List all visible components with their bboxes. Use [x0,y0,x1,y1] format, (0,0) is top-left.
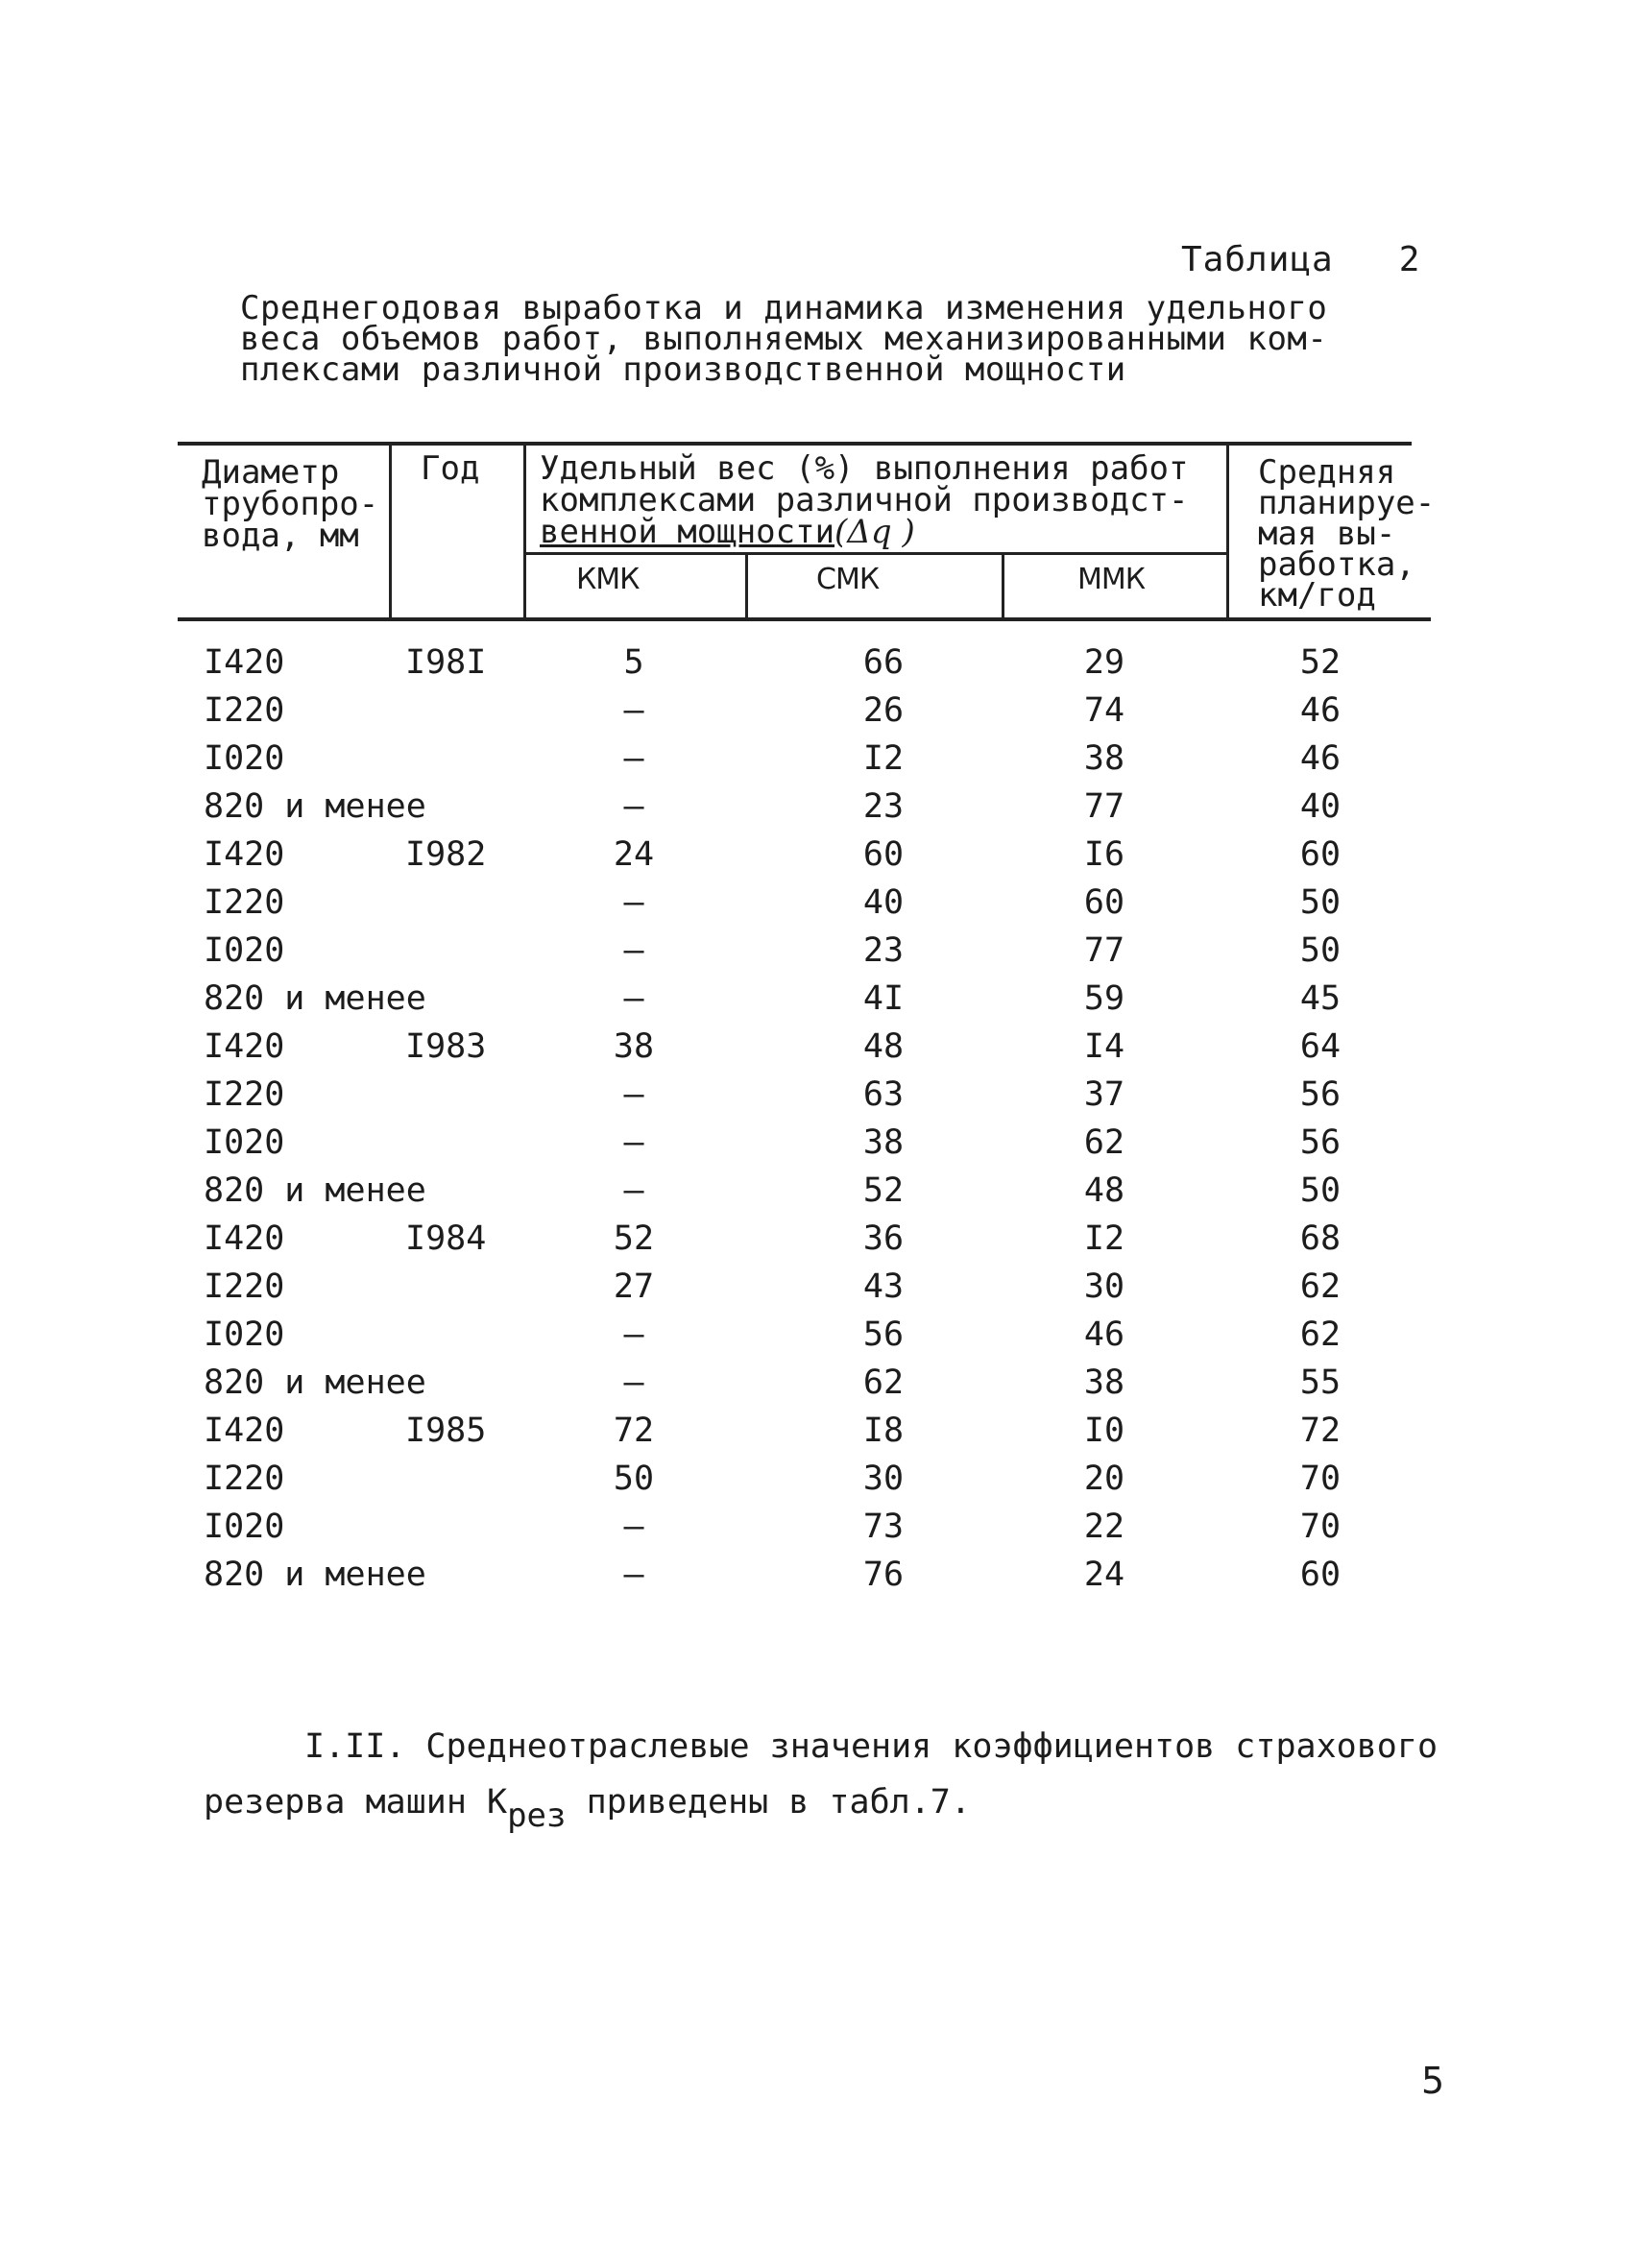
cell-smk: 73 [862,1508,905,1546]
cell-kmk: – [623,931,644,970]
cell-kmk: 50 [613,1460,655,1498]
cell-mmk: 30 [1083,1267,1125,1306]
cell-smk: I2 [862,739,905,778]
cell-output: 70 [1299,1460,1342,1498]
cell-diameter: I220 [204,1460,285,1498]
cell-year: I983 [405,1027,487,1066]
table-title-line: Среднегодовая выработка и динамика изменения удельного [240,289,1328,327]
header-diameter-line: Диаметр [202,453,340,492]
cell-output: 72 [1299,1411,1342,1450]
table-row [0,1503,1644,1551]
cell-mmk: 38 [1083,1363,1125,1402]
table-row [0,1263,1644,1311]
cell-diameter: I420 [204,835,285,874]
note-line [204,1774,1452,1844]
cell-mmk: 74 [1083,691,1125,730]
cell-kmk: – [623,1171,644,1210]
cell-kmk: – [623,1075,644,1114]
cell-smk: 62 [862,1363,905,1402]
cell-smk: I8 [862,1411,905,1450]
cell-output: 56 [1299,1123,1342,1162]
cell-smk: 23 [862,787,905,826]
cell-diameter: I420 [204,1027,285,1066]
cell-output: 70 [1299,1508,1342,1546]
cell-output: 50 [1299,1171,1342,1210]
header-output-line: работка, [1258,545,1415,584]
header-bottom-rule [178,617,1431,621]
cell-kmk: 24 [613,835,655,874]
cell-diameter: I220 [204,883,285,922]
cell-diameter: I420 [204,1219,285,1258]
cell-diameter: I020 [204,931,285,970]
cell-mmk: I0 [1083,1411,1125,1450]
header-diameter-line: вода, мм [202,517,359,555]
cell-diameter: 820 и менее [204,787,426,826]
cell-smk: 66 [862,643,905,682]
cell-kmk: 52 [613,1219,655,1258]
table-row [0,1551,1644,1599]
cell-mmk: 46 [1083,1315,1125,1354]
header-diameter [202,453,379,555]
column-rule [389,444,392,619]
cell-kmk: 72 [613,1411,655,1450]
cell-mmk: 62 [1083,1123,1125,1162]
column-rule [1226,444,1229,619]
cell-year: I984 [405,1219,487,1258]
note-paragraph [204,1719,1452,1844]
column-rule [1002,553,1004,619]
table-caption: Таблица 2 [1181,240,1421,279]
cell-kmk: 27 [613,1267,655,1306]
cell-year: I98I [405,643,487,682]
cell-smk: 26 [862,691,905,730]
header-share-line [540,513,1189,551]
table-row [0,975,1644,1023]
table-title-line: веса объемов работ, выполняемых механизированными ком- [240,320,1328,358]
cell-smk: 23 [862,931,905,970]
header-mmk: ММК [1077,563,1146,596]
header-share-line: комплексами различной производст- [540,481,1189,519]
cell-diameter: 820 и менее [204,979,426,1018]
cell-diameter: 820 и менее [204,1171,426,1210]
cell-mmk: 77 [1083,931,1125,970]
cell-smk: 40 [862,883,905,922]
cell-kmk: – [623,787,644,826]
cell-year: I985 [405,1411,487,1450]
note-subscript: рез [507,1797,567,1835]
cell-mmk: 60 [1083,883,1125,922]
cell-mmk: 37 [1083,1075,1125,1114]
header-output-line: км/год [1258,576,1376,615]
table-row [0,1071,1644,1119]
cell-smk: 30 [862,1460,905,1498]
header-share [540,449,1189,551]
cell-output: 45 [1299,979,1342,1018]
header-kmk: КМК [576,563,640,596]
cell-diameter: I220 [204,691,285,730]
table-row [0,927,1644,975]
table-row [0,1311,1644,1359]
cell-output: 46 [1299,691,1342,730]
page-number: 5 [1421,2060,1445,2102]
header-output-line: планируе- [1258,484,1436,522]
table-row [0,639,1644,687]
table-row [0,783,1644,831]
cell-diameter: 820 и менее [204,1363,426,1402]
cell-mmk: 29 [1083,643,1125,682]
cell-smk: 63 [862,1075,905,1114]
cell-smk: 52 [862,1171,905,1210]
cell-kmk: – [623,883,644,922]
share-subheader-rule [523,552,1229,555]
header-output-line: Средняя [1258,453,1396,492]
cell-smk: 56 [862,1315,905,1354]
cell-output: 46 [1299,739,1342,778]
cell-output: 56 [1299,1075,1342,1114]
cell-kmk: – [623,1315,644,1354]
cell-mmk: 22 [1083,1508,1125,1546]
cell-output: 50 [1299,883,1342,922]
delta-q-symbol: (Δq ) [834,513,915,551]
cell-diameter: I420 [204,643,285,682]
table-row [0,735,1644,783]
note-line: I.II. Среднеотраслевые значения коэффициентов страхового [304,1727,1438,1766]
cell-mmk: 38 [1083,739,1125,778]
cell-mmk: 24 [1083,1556,1125,1594]
header-diameter-line: трубопро- [202,485,379,523]
cell-kmk: 38 [613,1027,655,1066]
cell-output: 62 [1299,1267,1342,1306]
table-row [0,1167,1644,1215]
cell-mmk: 77 [1083,787,1125,826]
cell-diameter: I020 [204,1315,285,1354]
cell-kmk: 5 [623,643,644,682]
cell-smk: 48 [862,1027,905,1066]
cell-mmk: 48 [1083,1171,1125,1210]
cell-smk: 43 [862,1267,905,1306]
cell-output: 60 [1299,1556,1342,1594]
cell-kmk: – [623,1123,644,1162]
header-share-line: Удельный вес (%) выполнения работ [540,449,1189,488]
cell-output: 40 [1299,787,1342,826]
cell-smk: 38 [862,1123,905,1162]
cell-diameter: I020 [204,1508,285,1546]
column-rule [523,444,526,619]
cell-mmk: I4 [1083,1027,1125,1066]
cell-mmk: 20 [1083,1460,1125,1498]
cell-kmk: – [623,1556,644,1594]
cell-year: I982 [405,835,487,874]
cell-smk: 76 [862,1556,905,1594]
table-row [0,1455,1644,1503]
table-row [0,1023,1644,1071]
cell-output: 68 [1299,1219,1342,1258]
header-output-line: мая вы- [1258,515,1396,553]
cell-diameter: I220 [204,1267,285,1306]
table-row [0,687,1644,735]
cell-mmk: I2 [1083,1219,1125,1258]
cell-diameter: I420 [204,1411,285,1450]
cell-mmk: 59 [1083,979,1125,1018]
table-row [0,1359,1644,1407]
table-row [0,1215,1644,1263]
cell-diameter: I020 [204,739,285,778]
cell-output: 60 [1299,835,1342,874]
cell-smk: 4I [862,979,905,1018]
cell-output: 50 [1299,931,1342,970]
cell-kmk: – [623,979,644,1018]
note-text: приведены в табл.7. [566,1783,971,1822]
cell-diameter: I020 [204,1123,285,1162]
table-title-line: плексами различной производственной мощности [240,350,1126,389]
cell-output: 62 [1299,1315,1342,1354]
cell-output: 64 [1299,1027,1342,1066]
cell-kmk: – [623,691,644,730]
table-row [0,831,1644,879]
cell-output: 55 [1299,1363,1342,1402]
column-rule [745,553,748,619]
table-title [240,289,1354,389]
table-row [0,1119,1644,1167]
cell-diameter: I220 [204,1075,285,1114]
note-text: резерва машин К [204,1783,508,1822]
cell-kmk: – [623,1363,644,1402]
cell-kmk: – [623,1508,644,1546]
table-row [0,879,1644,927]
header-share-line-text: венной мощности [540,513,835,551]
cell-mmk: I6 [1083,835,1125,874]
header-output [1258,453,1436,615]
header-year: Год [421,449,480,488]
cell-output: 52 [1299,643,1342,682]
cell-kmk: – [623,739,644,778]
cell-diameter: 820 и менее [204,1556,426,1594]
cell-smk: 60 [862,835,905,874]
cell-smk: 36 [862,1219,905,1258]
header-smk: СМК [816,563,880,596]
table-row [0,1407,1644,1455]
